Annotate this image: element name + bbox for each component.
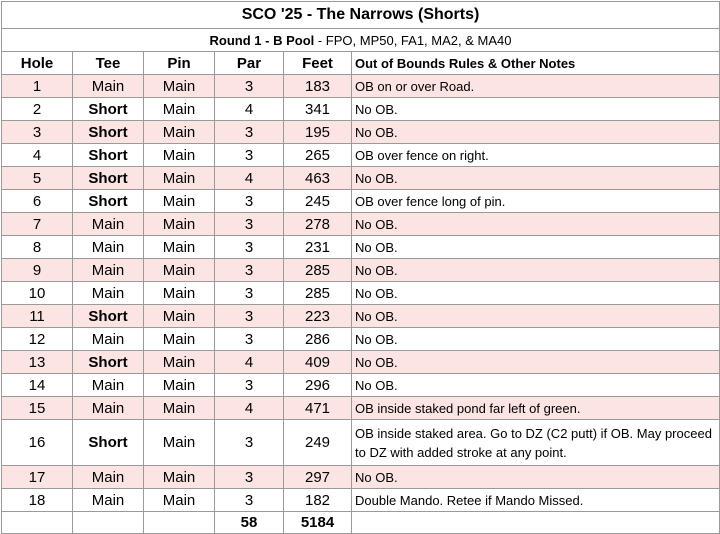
pin-cell: Main	[144, 282, 215, 305]
table-row	[2, 213, 720, 236]
tee-cell: Main	[73, 397, 144, 420]
table-row	[2, 351, 720, 374]
feet-cell: 296	[284, 374, 352, 397]
hole-cell: 3	[2, 121, 73, 144]
tee-cell: Main	[73, 466, 144, 489]
hole-cell: 5	[2, 167, 73, 190]
header-row	[2, 52, 720, 75]
pin-cell: Main	[144, 213, 215, 236]
tee-cell: Main	[73, 374, 144, 397]
notes-cell: No OB.	[352, 167, 720, 190]
pin-cell: Main	[144, 236, 215, 259]
par-cell: 3	[215, 489, 284, 512]
hole-cell: 18	[2, 489, 73, 512]
tee-cell: Short	[73, 420, 144, 466]
notes-cell: Double Mando. Retee if Mando Missed.	[352, 489, 720, 512]
pin-cell: Main	[144, 190, 215, 213]
feet-cell: 245	[284, 190, 352, 213]
header-pin: Pin	[144, 52, 215, 75]
table-row	[2, 282, 720, 305]
par-cell: 3	[215, 328, 284, 351]
table-row	[2, 75, 720, 98]
tee-cell: Short	[73, 167, 144, 190]
table-row	[2, 305, 720, 328]
feet-cell: 183	[284, 75, 352, 98]
tee-cell: Main	[73, 213, 144, 236]
tee-cell: Short	[73, 144, 144, 167]
header-feet: Feet	[284, 52, 352, 75]
total-blank-3	[144, 512, 215, 534]
pin-cell: Main	[144, 259, 215, 282]
feet-cell: 231	[284, 236, 352, 259]
sheet-subtitle	[2, 29, 720, 52]
feet-cell: 285	[284, 282, 352, 305]
notes-cell: No OB.	[352, 466, 720, 489]
hole-cell: 16	[2, 420, 73, 466]
feet-cell: 463	[284, 167, 352, 190]
par-cell: 4	[215, 98, 284, 121]
tee-cell: Main	[73, 282, 144, 305]
pin-cell: Main	[144, 121, 215, 144]
table-row	[2, 420, 720, 466]
total-blank-4	[352, 512, 720, 534]
hole-cell: 1	[2, 75, 73, 98]
hole-cell: 6	[2, 190, 73, 213]
hole-cell: 14	[2, 374, 73, 397]
hole-cell: 13	[2, 351, 73, 374]
par-cell: 4	[215, 397, 284, 420]
notes-cell: OB inside staked area. Go to DZ (C2 putt) if OB. May proceed to DZ with added stroke at any point.	[352, 420, 720, 466]
table-row	[2, 374, 720, 397]
total-blank-1	[2, 512, 73, 534]
table-row	[2, 328, 720, 351]
tee-cell: Short	[73, 305, 144, 328]
notes-cell: No OB.	[352, 282, 720, 305]
notes-cell: No OB.	[352, 98, 720, 121]
table-row	[2, 397, 720, 420]
tee-cell: Main	[73, 489, 144, 512]
totals-row	[2, 512, 720, 534]
header-tee: Tee	[73, 52, 144, 75]
par-cell: 3	[215, 144, 284, 167]
hole-cell: 7	[2, 213, 73, 236]
pin-cell: Main	[144, 420, 215, 466]
subtitle-row	[2, 29, 720, 52]
tee-cell: Main	[73, 236, 144, 259]
feet-cell: 249	[284, 420, 352, 466]
table-row	[2, 144, 720, 167]
table-row	[2, 190, 720, 213]
hole-cell: 4	[2, 144, 73, 167]
par-cell: 3	[215, 305, 284, 328]
par-cell: 3	[215, 259, 284, 282]
notes-cell: No OB.	[352, 213, 720, 236]
feet-cell: 195	[284, 121, 352, 144]
pin-cell: Main	[144, 374, 215, 397]
pin-cell: Main	[144, 144, 215, 167]
notes-cell: No OB.	[352, 236, 720, 259]
par-cell: 3	[215, 213, 284, 236]
par-cell: 3	[215, 282, 284, 305]
round-pool-label: Round 1 - B Pool	[209, 32, 315, 48]
pin-cell: Main	[144, 305, 215, 328]
scorecard-table	[1, 1, 720, 534]
notes-cell: No OB.	[352, 351, 720, 374]
pin-cell: Main	[144, 75, 215, 98]
feet-cell: 297	[284, 466, 352, 489]
feet-cell: 265	[284, 144, 352, 167]
title-row	[2, 2, 720, 29]
table-row	[2, 121, 720, 144]
feet-cell: 409	[284, 351, 352, 374]
table-row	[2, 466, 720, 489]
hole-cell: 2	[2, 98, 73, 121]
hole-cell: 10	[2, 282, 73, 305]
hole-cell: 8	[2, 236, 73, 259]
feet-cell: 278	[284, 213, 352, 236]
feet-cell: 223	[284, 305, 352, 328]
notes-cell: OB inside staked pond far left of green.	[352, 397, 720, 420]
tee-cell: Short	[73, 351, 144, 374]
notes-cell: No OB.	[352, 305, 720, 328]
total-par: 58	[215, 512, 284, 534]
par-cell: 3	[215, 75, 284, 98]
hole-cell: 15	[2, 397, 73, 420]
hole-cell: 11	[2, 305, 73, 328]
tee-cell: Short	[73, 190, 144, 213]
par-cell: 3	[215, 121, 284, 144]
pin-cell: Main	[144, 98, 215, 121]
par-cell: 3	[215, 236, 284, 259]
par-cell: 3	[215, 190, 284, 213]
notes-cell: OB over fence on right.	[352, 144, 720, 167]
pin-cell: Main	[144, 466, 215, 489]
tee-cell: Main	[73, 259, 144, 282]
total-feet: 5184	[284, 512, 352, 534]
feet-cell: 285	[284, 259, 352, 282]
notes-cell: No OB.	[352, 374, 720, 397]
table-row	[2, 259, 720, 282]
table-row	[2, 489, 720, 512]
pin-cell: Main	[144, 489, 215, 512]
total-blank-2	[73, 512, 144, 534]
feet-cell: 471	[284, 397, 352, 420]
pin-cell: Main	[144, 167, 215, 190]
header-hole: Hole	[2, 52, 73, 75]
pin-cell: Main	[144, 397, 215, 420]
tee-cell: Short	[73, 121, 144, 144]
table-row	[2, 236, 720, 259]
divisions-label: - FPO, MP50, FA1, MA2, & MA40	[314, 32, 512, 48]
feet-cell: 182	[284, 489, 352, 512]
sheet-title: SCO '25 - The Narrows (Shorts)	[2, 2, 720, 29]
par-cell: 3	[215, 374, 284, 397]
tee-cell: Main	[73, 328, 144, 351]
tee-cell: Short	[73, 98, 144, 121]
par-cell: 4	[215, 167, 284, 190]
notes-cell: No OB.	[352, 121, 720, 144]
par-cell: 3	[215, 420, 284, 466]
table-row	[2, 167, 720, 190]
notes-cell: No OB.	[352, 259, 720, 282]
feet-cell: 341	[284, 98, 352, 121]
notes-cell: OB on or over Road.	[352, 75, 720, 98]
tee-cell: Main	[73, 75, 144, 98]
par-cell: 4	[215, 351, 284, 374]
table-row	[2, 98, 720, 121]
notes-cell: No OB.	[352, 328, 720, 351]
par-cell: 3	[215, 466, 284, 489]
hole-cell: 9	[2, 259, 73, 282]
header-notes: Out of Bounds Rules & Other Notes	[352, 52, 720, 75]
pin-cell: Main	[144, 328, 215, 351]
header-par: Par	[215, 52, 284, 75]
hole-cell: 17	[2, 466, 73, 489]
feet-cell: 286	[284, 328, 352, 351]
notes-cell: OB over fence long of pin.	[352, 190, 720, 213]
hole-cell: 12	[2, 328, 73, 351]
pin-cell: Main	[144, 351, 215, 374]
